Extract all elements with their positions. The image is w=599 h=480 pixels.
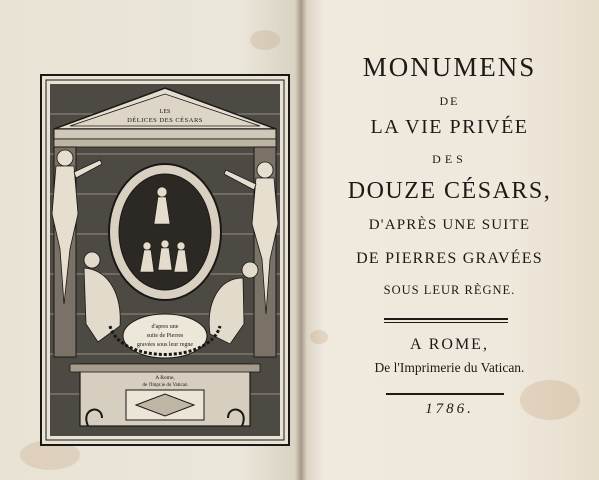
imprint-rule <box>386 393 504 395</box>
cartouche-text-1: d'apres une <box>151 324 179 330</box>
imprint-press: De l'Imprimerie du Vatican. <box>374 360 525 375</box>
title-vie-privee: LA VIE PRIVÉE <box>370 116 529 138</box>
foxing-stain <box>250 30 280 50</box>
title-apres-une-suite: D'APRÈS UNE SUITE <box>368 217 531 233</box>
title-de: DE <box>439 94 460 108</box>
entablature <box>54 129 276 139</box>
title-douze-cesars: DOUZE CÉSARS, <box>347 178 552 204</box>
pediment-text-2: DÉLICES DES CÉSARS <box>127 117 203 124</box>
plinth-text-2: de l'Impr.ie du Vatican <box>142 383 188 388</box>
plinth-text-1: A Rome, <box>155 375 175 381</box>
cartouche-text-3: gravées sous leur regne <box>136 342 194 348</box>
title-rule-thin <box>384 322 508 323</box>
pediment-text-1: LES <box>159 109 171 115</box>
imprint-city: A ROME, <box>410 336 489 353</box>
title-main: MONUMENS <box>362 52 537 82</box>
title-pierres-gravees: DE PIERRES GRAVÉES <box>356 250 543 267</box>
publication-year: 1786. <box>425 401 474 417</box>
cartouche-text-2: suite de Pierres <box>146 333 184 339</box>
title-page-text <box>300 0 599 480</box>
title-des: DES <box>432 152 467 166</box>
title-sous-leur-regne: SOUS LEUR RÈGNE. <box>383 283 516 297</box>
title-rule <box>384 318 508 320</box>
engraved-plate <box>40 74 290 446</box>
